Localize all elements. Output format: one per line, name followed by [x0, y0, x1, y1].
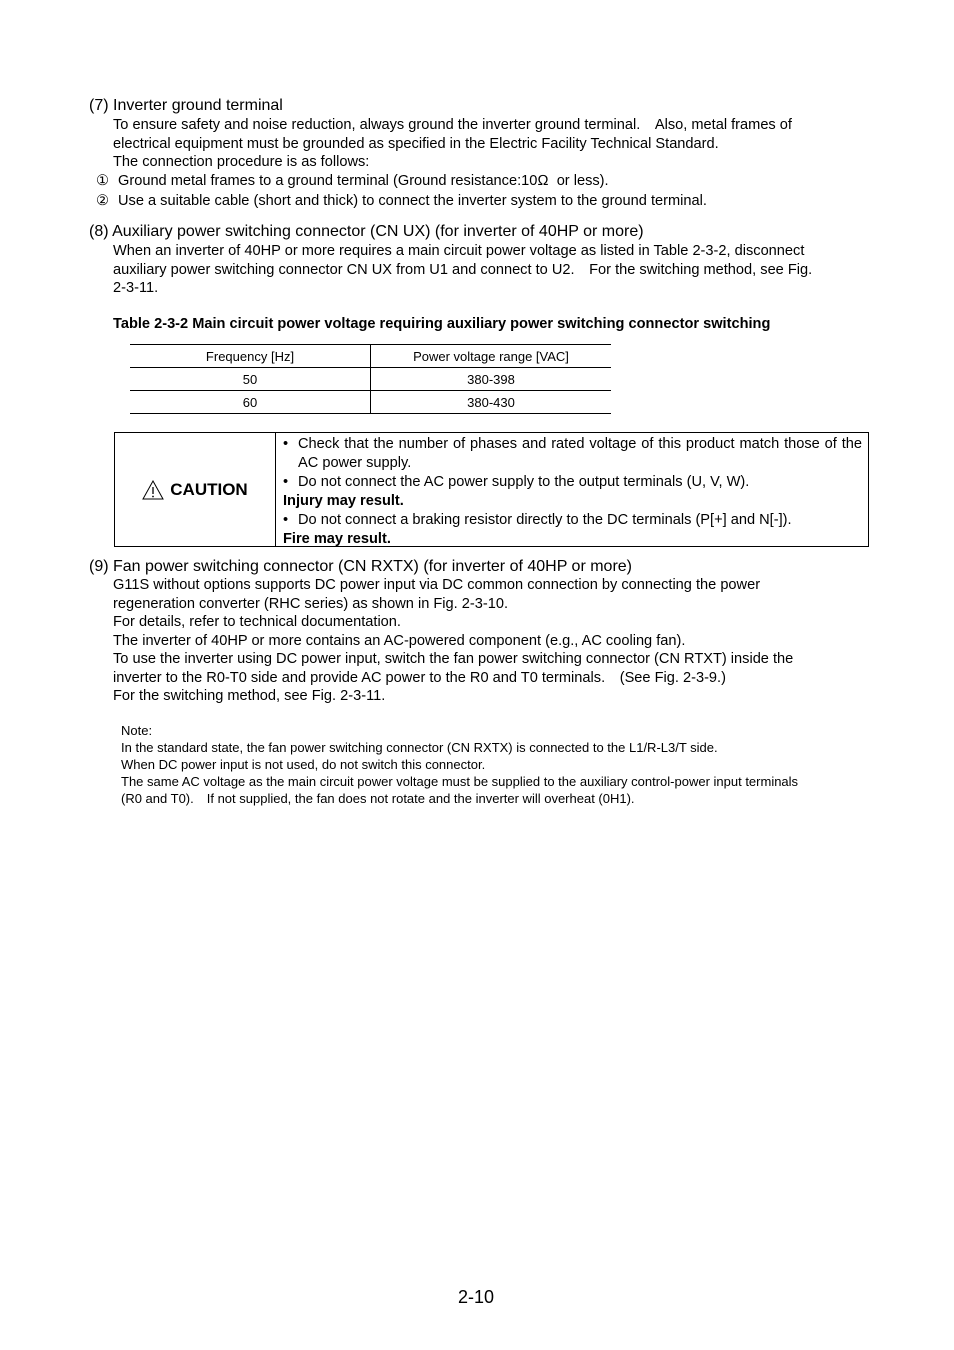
section-7-line: electrical equipment must be grounded as specified in the Electric Facility Technical Standard. — [113, 135, 719, 152]
section-7-line: To ensure safety and noise reduction, always ground the inverter ground terminal. Also, metal frames of — [113, 117, 792, 133]
section-9-heading: (9) Fan power switching connector (CN RXTX) (for inverter of 40HP or more) — [89, 558, 632, 575]
warning-triangle-icon — [142, 480, 164, 500]
table-header-row — [130, 345, 611, 368]
bullet-icon: • — [283, 474, 289, 490]
caution-bullet: • Do not connect the AC power supply to the output terminals (U, V, W). — [283, 474, 750, 490]
section-9-line: The inverter of 40HP or more contains an AC-powered component (e.g., AC cooling fan). — [113, 632, 686, 649]
section-9-line: inverter to the R0-T0 side and provide AC power to the R0 and T0 terminals. (See Fig. 2-3-9.) — [113, 669, 726, 686]
caution-box — [114, 432, 869, 547]
table-row — [130, 391, 611, 414]
caution-bullet: • Do not connect a braking resistor directly to the DC terminals (P[+] and N[-]). — [283, 512, 792, 528]
section-9-line: For details, refer to technical documentation. — [113, 614, 401, 630]
table-caption: Table 2-3-2 Main circuit power voltage requiring auxiliary power switching connector switching — [113, 316, 771, 332]
section-7-line: The connection procedure is as follows: — [113, 154, 370, 170]
list-marker: ② — [96, 193, 110, 209]
section-7-body — [113, 116, 893, 172]
caution-warning: Fire may result. — [283, 531, 391, 547]
table-cell: 380-398 — [371, 368, 612, 391]
table-header-cell: Power voltage range [VAC] — [371, 345, 612, 368]
section-8-heading: (8) Auxiliary power switching connector (CN UX) (for inverter of 40HP or more) — [89, 223, 644, 240]
table-cell: 50 — [130, 368, 371, 391]
list-item-text: Use a suitable cable (short and thick) to connect the inverter system to the ground terminal. — [118, 193, 707, 209]
table-header-cell: Frequency [Hz] — [130, 345, 371, 368]
caution-bullet: • Check that the number of phases and rated voltage of this product match those of the AC power supply. — [283, 436, 862, 471]
section-9-line: To use the inverter using DC power input, switch the fan power switching connector (CN RTXT) inside the — [113, 651, 794, 667]
section-7-heading: (7) Inverter ground terminal — [89, 97, 283, 114]
table-row — [130, 368, 611, 391]
section-9-body — [113, 576, 903, 706]
list-item — [96, 191, 916, 211]
section-7-list — [96, 171, 916, 211]
caution-label: CAUTION — [170, 479, 248, 499]
bullet-icon: • — [283, 436, 289, 452]
caution-label-cell — [115, 433, 276, 546]
frequency-table — [130, 344, 611, 414]
caution-warning: Injury may result. — [283, 493, 404, 509]
note-line: In the standard state, the fan power switching connector (CN RXTX) is connected to the L1/R-L3/T side. — [121, 740, 718, 755]
table-cell: 60 — [130, 391, 371, 414]
section-9-line: G11S without options supports DC power input via DC common connection by connecting the power — [113, 577, 761, 593]
note-line: The same AC voltage as the main circuit power voltage must be supplied to the auxiliary control-power input terminals — [121, 774, 799, 789]
caution-content — [276, 433, 868, 546]
section-9-line: regeneration converter (RHC series) as shown in Fig. 2-3-10. — [113, 595, 509, 612]
list-marker: ① — [96, 173, 110, 189]
section-8-line: When an inverter of 40HP or more requires a main circuit power voltage as listed in Table 2-3-2, disconnect — [113, 243, 805, 259]
section-8-line: 2-3-11. — [113, 280, 159, 296]
section-8-line: auxiliary power switching connector CN UX from U1 and connect to U2. For the switching method, see Fig. — [113, 261, 813, 278]
section-9-line: For the switching method, see Fig. 2-3-11. — [113, 688, 386, 704]
note-block — [121, 722, 911, 807]
list-item-text: Ground metal frames to a ground terminal (Ground resistance:10Ω or less). — [118, 173, 609, 189]
section-8-body — [113, 242, 903, 298]
note-title: Note: — [121, 723, 153, 738]
page-number: 2-10 — [458, 1287, 495, 1307]
table-cell: 380-430 — [371, 391, 612, 414]
note-line: (R0 and T0). If not supplied, the fan does not rotate and the inverter will overheat (0H1). — [121, 791, 635, 806]
note-line: When DC power input is not used, do not switch this connector. — [121, 757, 486, 772]
bullet-icon: • — [283, 512, 289, 528]
list-item — [96, 171, 916, 191]
